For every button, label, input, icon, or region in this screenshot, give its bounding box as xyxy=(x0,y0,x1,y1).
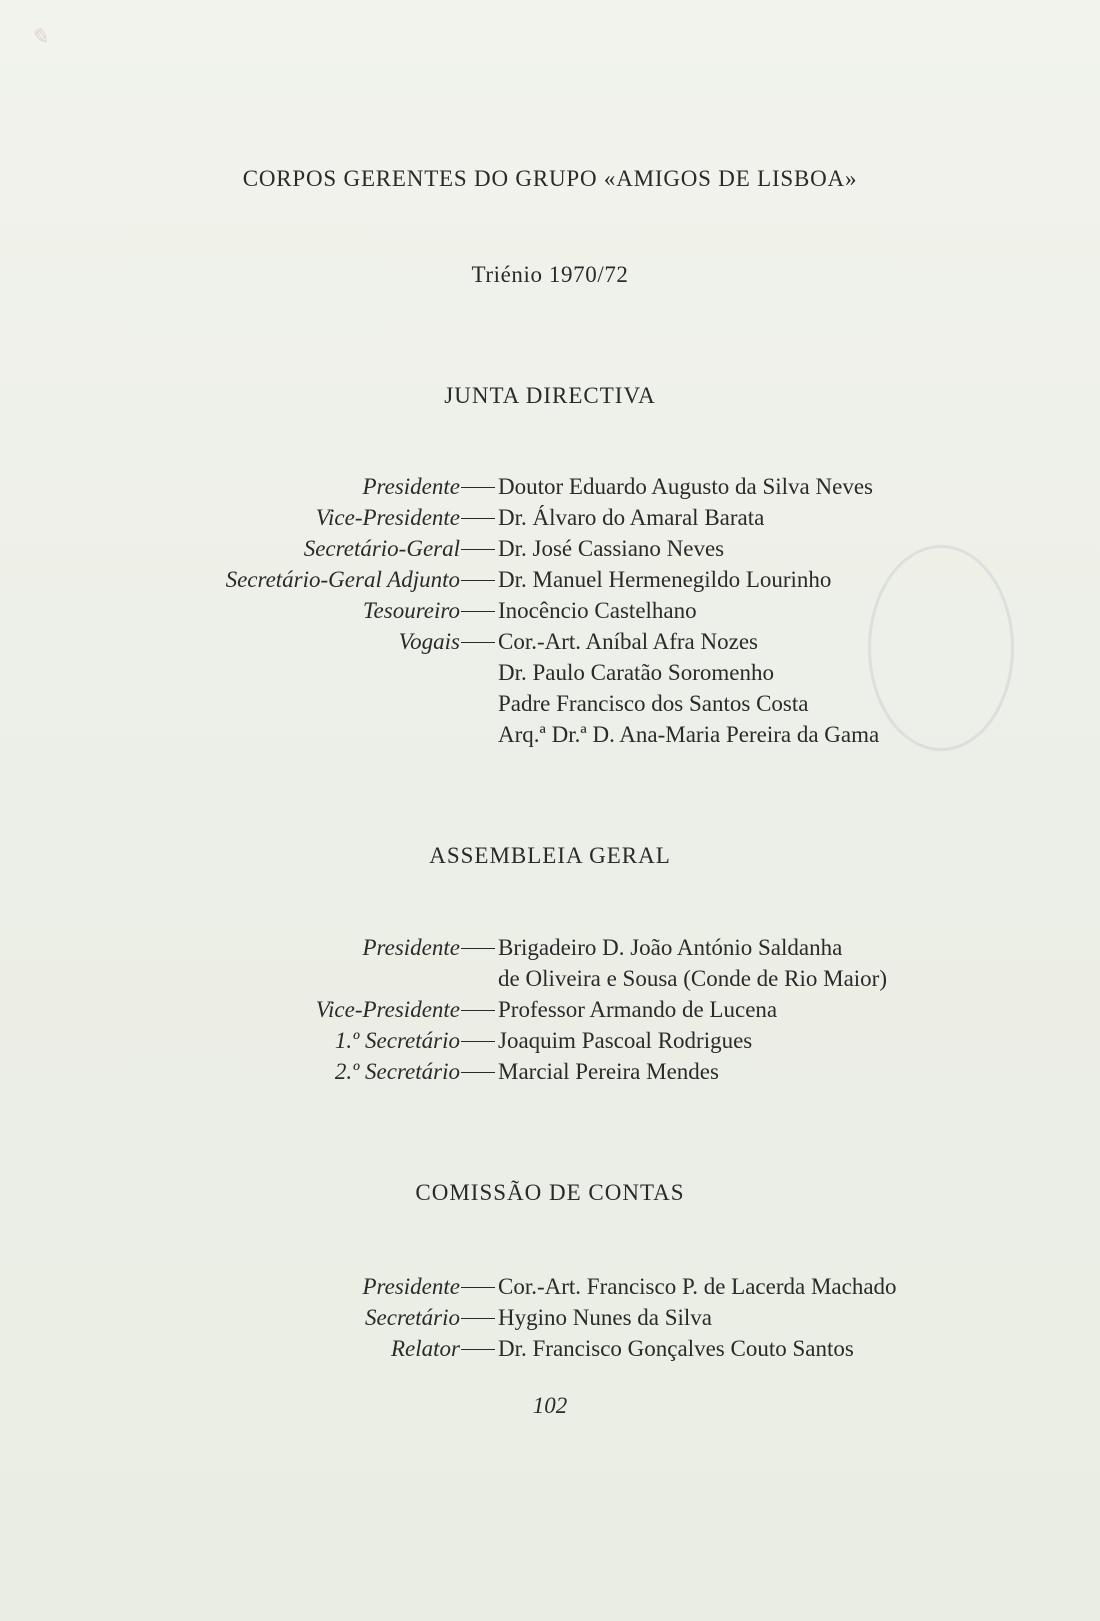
member-row xyxy=(0,1025,1100,1056)
dash-separator xyxy=(461,642,495,643)
member-name: Dr. Álvaro do Amaral Barata xyxy=(498,505,765,530)
member-name: Dr. Manuel Hermenegildo Lourinho xyxy=(498,567,832,592)
dash-separator xyxy=(461,1072,495,1073)
member-row xyxy=(0,1271,1100,1302)
member-row xyxy=(0,595,1100,626)
dash-separator xyxy=(461,1349,495,1350)
member-role: Presidente xyxy=(362,474,460,499)
member-name: Cor.-Art. Francisco P. de Lacerda Machado xyxy=(498,1274,897,1299)
dash-separator xyxy=(461,611,495,612)
page-number: 102 xyxy=(532,1393,568,1418)
member-role: Presidente xyxy=(362,935,460,960)
section-title-assembleia-geral: ASSEMBLEIA GERAL xyxy=(429,843,671,868)
member-row xyxy=(0,626,1100,657)
member-row xyxy=(0,994,1100,1025)
member-role: Vice-Presidente xyxy=(315,997,460,1022)
dash-separator xyxy=(461,1287,495,1288)
member-row xyxy=(0,502,1100,533)
dash-separator xyxy=(461,1010,495,1011)
member-name: de Oliveira e Sousa (Conde de Rio Maior) xyxy=(498,966,887,991)
member-row xyxy=(0,719,1100,750)
section-title-comissao-de-contas: COMISSÃO DE CONTAS xyxy=(415,1180,685,1205)
dash-separator xyxy=(461,1041,495,1042)
member-name: Cor.-Art. Aníbal Afra Nozes xyxy=(498,629,758,654)
member-role: Vice-Presidente xyxy=(315,505,460,530)
member-role: Secretário xyxy=(365,1305,460,1330)
member-row xyxy=(0,932,1100,963)
member-name: Dr. Francisco Gonçalves Couto Santos xyxy=(498,1336,854,1361)
document-title: CORPOS GERENTES DO GRUPO «AMIGOS DE LISBOA» xyxy=(242,166,858,191)
member-row xyxy=(0,471,1100,502)
member-role: Relator xyxy=(391,1336,460,1361)
member-role: Presidente xyxy=(362,1274,460,1299)
member-name: Joaquim Pascoal Rodrigues xyxy=(498,1028,753,1053)
member-row xyxy=(0,533,1100,564)
member-name: Marcial Pereira Mendes xyxy=(498,1059,719,1084)
member-row xyxy=(0,1056,1100,1087)
member-name: Doutor Eduardo Augusto da Silva Neves xyxy=(498,474,873,499)
member-role: Vogais xyxy=(398,629,460,654)
member-row xyxy=(0,963,1100,994)
member-name: Professor Armando de Lucena xyxy=(498,997,778,1022)
dash-separator xyxy=(461,580,495,581)
section-title-junta-directiva: JUNTA DIRECTIVA xyxy=(444,383,656,408)
dash-separator xyxy=(461,487,495,488)
dash-separator xyxy=(461,1318,495,1319)
dash-separator xyxy=(461,948,495,949)
member-role: 2.º Secretário xyxy=(334,1059,460,1084)
dash-separator xyxy=(461,549,495,550)
member-role: Secretário-Geral Adjunto xyxy=(225,567,460,592)
member-name: Inocêncio Castelhano xyxy=(498,598,697,623)
member-row xyxy=(0,688,1100,719)
pen-mark: ✎ xyxy=(30,24,49,49)
member-name: Arq.ª Dr.ª D. Ana-Maria Pereira da Gama xyxy=(498,722,880,747)
member-row xyxy=(0,1333,1100,1364)
member-role: 1.º Secretário xyxy=(334,1028,460,1053)
document-period: Triénio 1970/72 xyxy=(471,262,629,287)
member-row xyxy=(0,1302,1100,1333)
member-name: Dr. Paulo Caratão Soromenho xyxy=(498,660,774,685)
member-name: Padre Francisco dos Santos Costa xyxy=(498,691,809,716)
dash-separator xyxy=(461,518,495,519)
member-name: Brigadeiro D. João António Saldanha xyxy=(498,935,843,960)
member-role: Secretário-Geral xyxy=(303,536,460,561)
member-role: Tesoureiro xyxy=(362,598,460,623)
member-row xyxy=(0,564,1100,595)
member-row xyxy=(0,657,1100,688)
member-name: Dr. José Cassiano Neves xyxy=(498,536,725,561)
member-name: Hygino Nunes da Silva xyxy=(498,1305,713,1330)
